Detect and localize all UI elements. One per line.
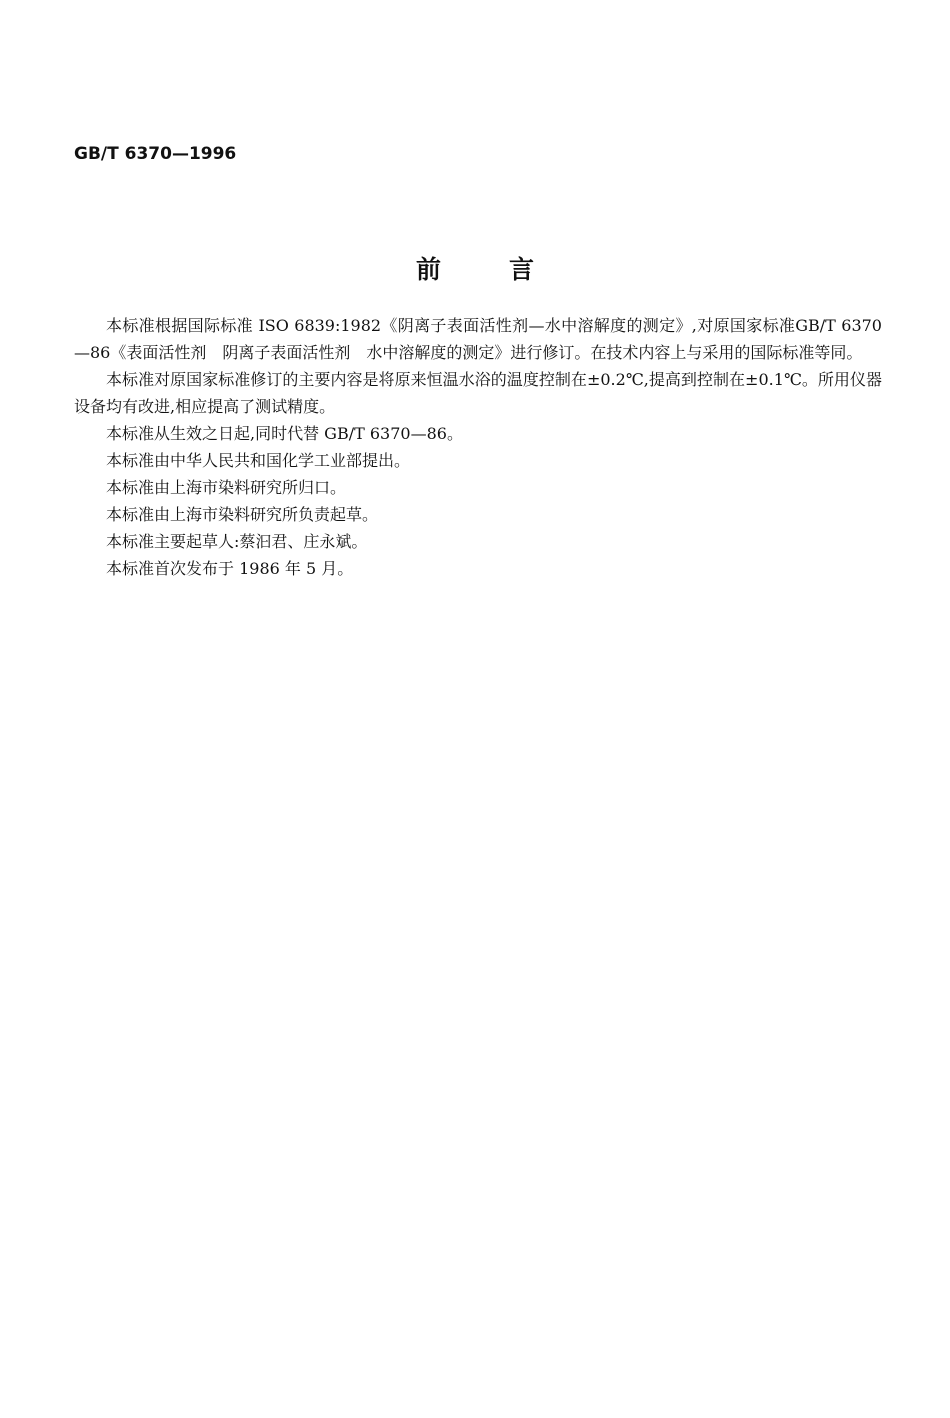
title-char-1: 前	[415, 255, 441, 284]
foreword-body	[74, 312, 882, 582]
paragraph-first-issued: 本标准首次发布于 1986 年 5 月。	[106, 559, 354, 578]
paragraph-proposed-by: 本标准由中华人民共和国化学工业部提出。	[106, 451, 411, 470]
paragraph-main-drafters: 本标准主要起草人:蔡汩君、庄永斌。	[106, 532, 368, 551]
standard-code: GB/T 6370—1996	[74, 144, 237, 164]
paragraph-changes: 本标准对原国家标准修订的主要内容是将原来恒温水浴的温度控制在±0.2℃,提高到控制在±0.1℃。所用仪器设备均有改进,相应提高了测试精度。	[74, 370, 882, 416]
page-title	[0, 250, 950, 286]
paragraph-drafted-by: 本标准由上海市染料研究所负责起草。	[106, 505, 379, 524]
paragraph-administered-by: 本标准由上海市染料研究所归口。	[106, 478, 347, 497]
paragraph-basis: 本标准根据国际标准 ISO 6839:1982《阴离子表面活性剂—水中溶解度的测定》,对原国家标准GB/T 6370—86《表面活性剂 阴离子表面活性剂 水中溶解度的测定》进行修订。在技术内容上与采用的国际标准等同。	[74, 316, 882, 362]
title-char-2: 言	[509, 255, 535, 284]
paragraph-effective: 本标准从生效之日起,同时代替 GB/T 6370—86。	[106, 424, 463, 443]
